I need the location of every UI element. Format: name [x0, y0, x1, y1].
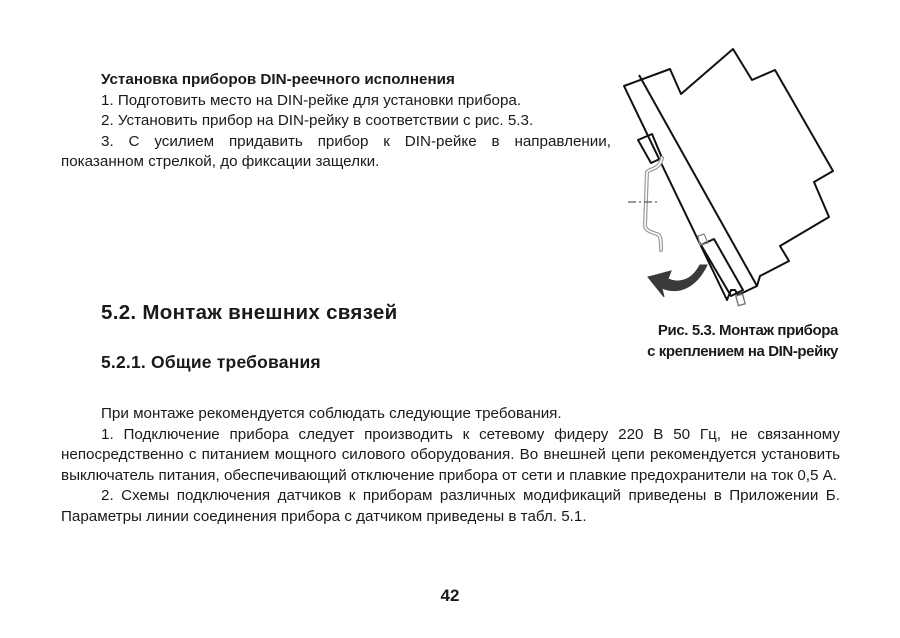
install-step: 1. Подготовить место на DIN-рейке для установки прибора.	[101, 91, 522, 109]
curved-arrow-icon	[648, 265, 707, 297]
install-step: 2. Установить прибор на DIN-рейку в соответствии с рис. 5.3.	[101, 112, 534, 130]
page-number: 42	[440, 586, 460, 605]
device-outline	[624, 49, 833, 300]
subsection-heading: 5.2.1. Общие требования	[101, 352, 321, 372]
requirements	[61, 404, 840, 528]
requirement-item: 2. Схемы подключения датчиков к приборам различных модификаций приведены в Приложении Б. Параметры линии соединения прибора с датчиком приведены в табл. 5.1.	[61, 487, 840, 525]
install-section	[61, 70, 611, 173]
install-section-title: Установка приборов DIN-реечного исполнения	[101, 71, 455, 88]
requirement-item: 1. Подключение прибора следует производить к сетевому фидеру 220 В 50 Гц, не связанному непосредственно с питанием мощного силового оборудования. Во внешней цепи рекомендуется установить выключатель питания, обеспечивающий отключение прибора от сети и плавкие предохранители на ток 0,5 А.	[61, 425, 840, 484]
device-inner-line	[639, 75, 757, 286]
install-step: 3. С усилием придавить прибор к DIN-рейке в направлении, показанном стрелкой, до фиксации защелки.	[61, 132, 611, 171]
din-rail-mounting-diagram	[600, 40, 850, 315]
section-heading: 5.2. Монтаж внешних связей	[101, 301, 398, 324]
pin	[736, 294, 745, 305]
requirements-intro: При монтаже рекомендуется соблюдать следующие требования.	[101, 405, 562, 422]
figure-caption	[612, 320, 838, 362]
figure-caption-line: Рис. 5.3. Монтаж прибора	[657, 322, 838, 339]
figure-caption-line: с креплением на DIN-рейку	[647, 343, 838, 360]
